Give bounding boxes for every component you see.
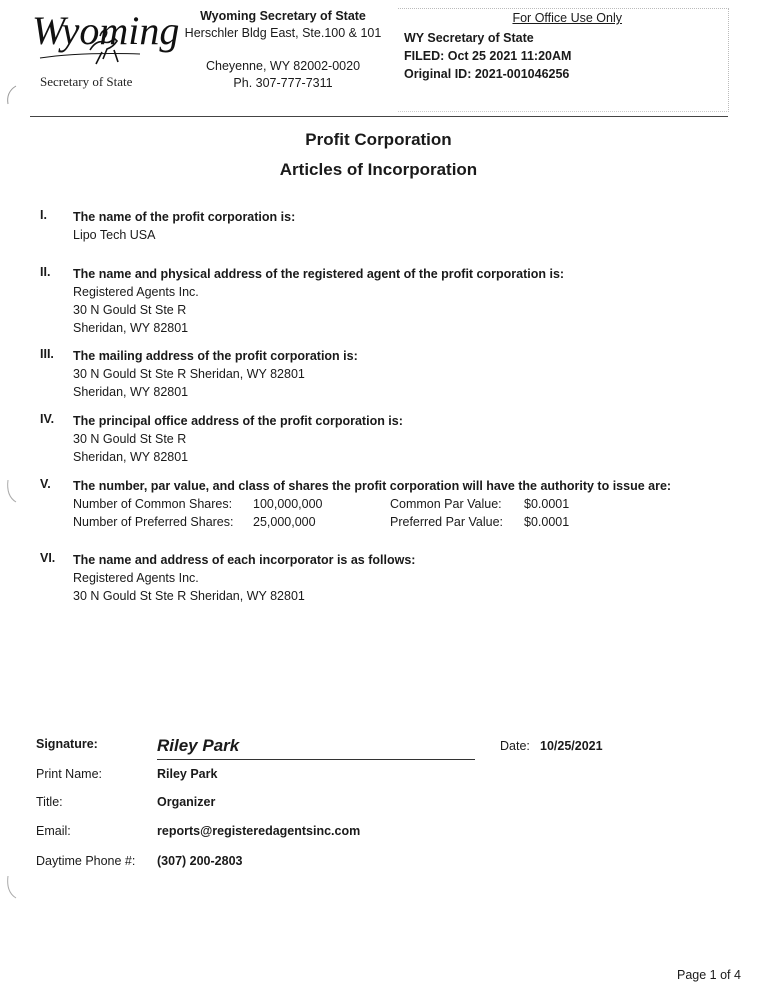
- section-number: IV.: [40, 412, 55, 426]
- common-shares-value: 100,000,000: [253, 497, 323, 511]
- section-heading: The name of the profit corporation is:: [73, 210, 296, 224]
- common-par-label: Common Par Value:: [390, 497, 502, 511]
- section-i: [73, 208, 295, 244]
- mailing-address-line: 30 N Gould St Ste R Sheridan, WY 82801: [73, 367, 305, 381]
- phone-label: Daytime Phone #:: [36, 854, 136, 868]
- original-id: Original ID: 2021-001046256: [404, 67, 570, 81]
- section-ii: [73, 265, 564, 337]
- preferred-par-value: $0.0001: [524, 515, 570, 529]
- title-value: Organizer: [157, 795, 216, 809]
- email-value: reports@registeredagentsinc.com: [157, 824, 361, 838]
- wyoming-logo: [30, 6, 180, 68]
- agency-city: Cheyenne, WY 82002-0020: [205, 59, 361, 73]
- incorporator-address: 30 N Gould St Ste R Sheridan, WY 82801: [73, 589, 305, 603]
- print-name-value: Riley Park: [157, 767, 218, 781]
- title-label: Title:: [36, 795, 63, 809]
- preferred-par-label: Preferred Par Value:: [390, 515, 504, 529]
- section-v: [73, 477, 723, 531]
- margin-curve-mark: [4, 84, 18, 106]
- section-iv: [73, 412, 403, 466]
- common-par-value: $0.0001: [524, 497, 570, 511]
- office-use-box: [398, 8, 729, 112]
- margin-curve-mark: [4, 478, 18, 504]
- filing-agency: WY Secretary of State: [404, 31, 534, 45]
- date-label: Date:: [500, 739, 530, 753]
- principal-address-line: Sheridan, WY 82801: [73, 450, 189, 464]
- agency-name: Wyoming Secretary of State: [200, 9, 366, 23]
- date-value: 10/25/2021: [540, 739, 603, 753]
- wyoming-logo-script: Wyoming: [32, 8, 180, 53]
- print-name-label: Print Name:: [36, 767, 102, 781]
- agency-header: [170, 8, 396, 92]
- preferred-shares-label: Number of Preferred Shares:: [73, 515, 234, 529]
- agent-name: Registered Agents Inc.: [73, 285, 199, 299]
- filing-stamp: [404, 29, 571, 83]
- preferred-shares-value: 25,000,000: [253, 515, 316, 529]
- logo-caption: Secretary of State: [40, 74, 133, 89]
- section-number: II.: [40, 265, 51, 279]
- principal-address-line: 30 N Gould St Ste R: [73, 432, 187, 446]
- section-number: I.: [40, 208, 47, 222]
- section-vi: [73, 551, 415, 605]
- email-label: Email:: [36, 824, 71, 838]
- section-number: V.: [40, 477, 51, 491]
- preferred-shares-row: [73, 513, 723, 531]
- agent-city: Sheridan, WY 82801: [73, 321, 189, 335]
- header-rule: [30, 116, 728, 117]
- section-number: III.: [40, 347, 54, 361]
- section-number: VI.: [40, 551, 56, 565]
- common-shares-label: Number of Common Shares:: [73, 497, 233, 511]
- page-number: Page 1 of 4: [677, 968, 741, 982]
- doc-title: Profit Corporation: [305, 130, 452, 149]
- section-heading: The number, par value, and class of shares the profit corporation will have the authority to issue are:: [73, 479, 672, 493]
- common-shares-row: [73, 495, 723, 513]
- phone-value: (307) 200-2803: [157, 854, 243, 868]
- margin-curve-mark: [4, 874, 18, 900]
- incorporator-name: Registered Agents Inc.: [73, 571, 199, 585]
- agency-building: Herschler Bldg East, Ste.100 & 101: [184, 26, 382, 40]
- section-heading: The mailing address of the profit corporation is:: [73, 349, 358, 363]
- doc-subtitle: Articles of Incorporation: [279, 160, 478, 179]
- section-heading: The name and physical address of the registered agent of the profit corporation is:: [73, 267, 565, 281]
- signature-label: Signature:: [36, 737, 98, 751]
- section-heading: The principal office address of the profit corporation is:: [73, 414, 403, 428]
- office-use-title: For Office Use Only: [512, 11, 622, 25]
- mailing-address-line: Sheridan, WY 82801: [73, 385, 189, 399]
- corporation-name: Lipo Tech USA: [73, 228, 156, 242]
- agency-phone: Ph. 307-777-7311: [233, 76, 333, 90]
- agent-street: 30 N Gould St Ste R: [73, 303, 187, 317]
- filing-date: FILED: Oct 25 2021 11:20AM: [404, 49, 572, 63]
- section-iii: [73, 347, 358, 401]
- signature-handwriting: Riley Park: [157, 736, 240, 755]
- signature-line: [157, 759, 475, 760]
- section-heading: The name and address of each incorporator is as follows:: [73, 553, 416, 567]
